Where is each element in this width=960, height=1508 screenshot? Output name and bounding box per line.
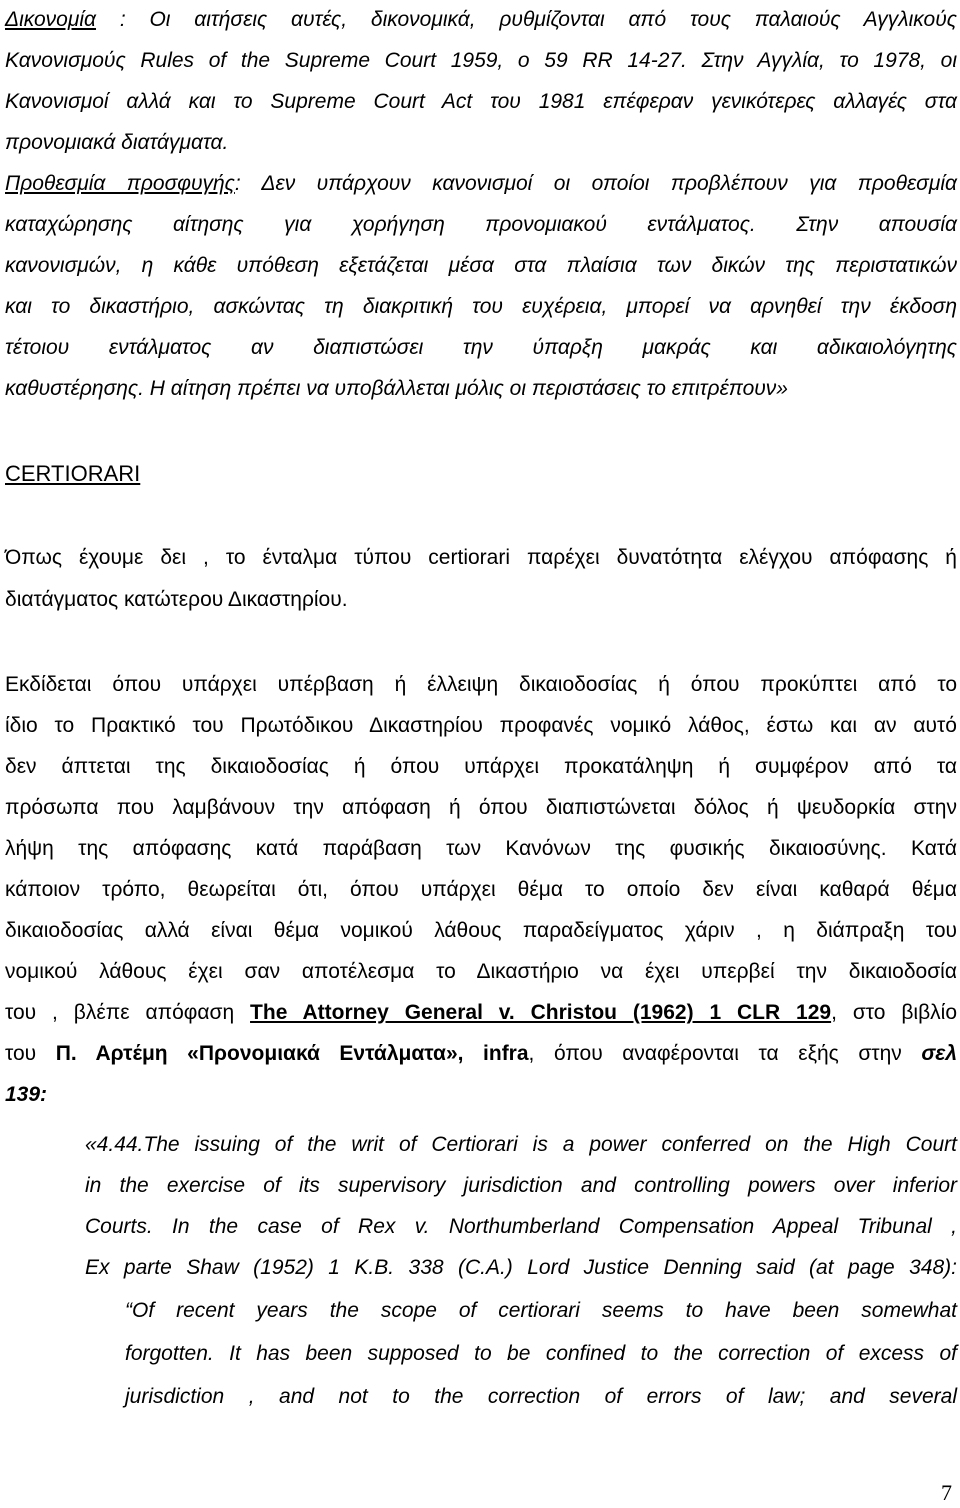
book-reference: Π. Αρτέμη «Προνομιακά Εντάλματα», infra [55,1042,529,1065]
paragraph4-line3: δεν άπτεται της δικαιοδοσίας ή όπου υπάρχει προκατάληψη ή συμφέρον από τα [5,755,957,778]
quote-line6: forgotten. It has been supposed to be confined to the correction of excess of [125,1342,957,1365]
paragraph4-line1: Εκδίδεται όπου υπάρχει υπέρβαση ή έλλειψη δικαιοδοσίας ή όπου προκύπτει από το [5,673,957,696]
quote-line4: Ex parte Shaw (1952) 1 K.B. 338 (C.A.) Lord Justice Denning said (at page 348): [85,1256,957,1279]
paragraph3-line1: Όπως έχουμε δει , το ένταλμα τύπου certiorari παρέχει δυνατότητα ελέγχου απόφασης ή [5,546,957,569]
paragraph4-line7: δικαιοδοσίας αλλά είναι θέμα νομικού λάθους παραδείγματος χάριν , η διάπραξη του [5,919,957,942]
paragraph4-line2: ίδιο το Πρακτικό του Πρωτόδικου Δικαστηρίου προφανές νομικό λάθος, έστω και αν αυτό [5,714,957,737]
term-deadline: Προθεσμία προσφυγής [5,172,235,195]
paragraph1-line1: Δικονομία : Οι αιτήσεις αυτές, δικονομικά, ρυθμίζονται από τους παλαιούς Αγγλικούς [5,8,957,31]
paragraph1-line3: Κανονισμοί αλλά και το Supreme Court Act του 1981 επέφεραν γενικότερες αλλαγές στα [5,90,957,113]
paragraph4-line9: του , βλέπε απόφαση The Attorney General v. Christou (1962) 1 CLR 129, στο βιβλίο [5,1001,958,1024]
quote-line5: “Of recent years the scope of certiorari seems to have been somewhat [125,1299,957,1322]
term-procedure: Δικονομία [5,8,97,31]
paragraph1-line2: Κανονισμούς Rules of the Supreme Court 1959, ο 59 RR 14-27. Στην Αγγλία, το 1978, οι [5,49,957,72]
page-number: 7 [941,1480,952,1505]
paragraph3-line2: διατάγματος κατώτερου Δικαστηρίου. [5,588,348,611]
paragraph4-line11: 139: [5,1083,48,1106]
quote-line1: «4.44.The issuing of the writ of Certiorari is a power conferred on the High Court [85,1133,957,1156]
paragraph2-line3: κανονισμών, η κάθε υπόθεση εξετάζεται μέσα στα πλαίσια των δικών της περιστατικών [5,254,957,277]
quote-line7: jurisdiction , and not to the correction of errors of law; and several [125,1385,957,1408]
paragraph4-line4: πρόσωπα που λαμβάνουν την απόφαση ή όπου διαπιστώνεται δόλος ή ψευδορκία στην [5,796,957,819]
paragraph2-line6: καθυστέρησης. Η αίτηση πρέπει να υποβάλλεται μόλις οι περιστάσεις το επιτρέπουν» [5,377,788,400]
paragraph2-line2: καταχώρησης αίτησης για χορήγηση προνομιακού εντάλματος. Στην απουσία [5,213,957,236]
quote-line3: Courts. In the case of Rex v. Northumberland Compensation Appeal Tribunal , [85,1215,957,1238]
section-heading-certiorari: CERTIORARI [5,461,141,486]
paragraph2-line1: Προθεσμία προσφυγής: Δεν υπάρχουν κανονισμοί οι οποίοι προβλέπουν για προθεσμία [5,172,957,195]
paragraph4-line5: λήψη της απόφασης κατά παράβαση των Κανόνων της φυσικής δικαιοσύνης. Κατά [5,837,957,860]
paragraph2-line4: και το δικαστήριο, ασκώντας τη διακριτική του ευχέρεια, μπορεί να αρνηθεί την έκδοση [5,295,957,318]
paragraph4-line8: νομικού λάθους έχει σαν αποτέλεσμα το Δικαστήριο να έχει υπερβεί την δικαιοδοσία [5,960,957,983]
page-reference: σελ [921,1042,958,1065]
paragraph2-line5: τέτοιου εντάλματος αν διαπιστώσει την ύπαρξη μακράς και αδικαιολόγητης [5,336,957,359]
paragraph1-line4: προνομιακά διατάγματα. [5,131,229,154]
quote-line2: in the exercise of its supervisory jurisdiction and controlling powers over inferior [85,1174,957,1197]
paragraph4-line6: κάποιον τρόπο, θεωρείται ότι, όπου υπάρχει θέμα το οποίο δεν είναι καθαρά θέμα [5,878,957,901]
case-citation: The Attorney General v. Christou (1962) 1 CLR 129 [250,1001,832,1024]
paragraph4-line10: του Π. Αρτέμη «Προνομιακά Εντάλματα», infra, όπου αναφέρονται τα εξής στην σελ [5,1042,958,1065]
